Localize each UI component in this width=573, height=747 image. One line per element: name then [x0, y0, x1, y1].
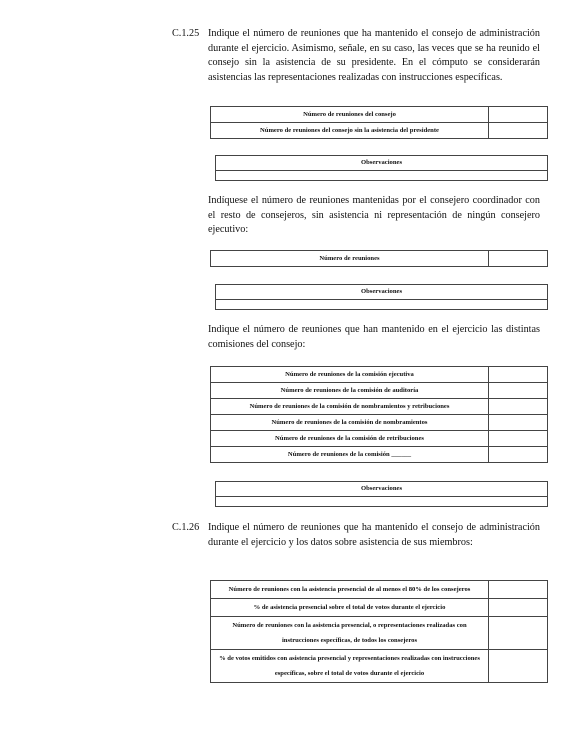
- attendance-table: [210, 580, 548, 683]
- section-number: C.1.26: [172, 522, 200, 533]
- value-cell[interactable]: [489, 650, 548, 683]
- row-label: Número de reuniones del consejo sin la asistencia del presidente: [211, 123, 489, 139]
- value-cell[interactable]: [489, 431, 548, 447]
- row-label: Número de reuniones de la comisión de nombramientos y retribuciones: [211, 399, 489, 415]
- section-c125: [172, 27, 540, 85]
- coordinator-text: Indíquese el número de reuniones mantenidas por el consejero coordinador con el resto de consejeros, sin asistencia ni representación de ningún consejero ejecutivo:: [208, 195, 540, 236]
- table-row: [211, 581, 548, 599]
- table-row: [211, 617, 548, 650]
- commissions-table: [210, 366, 548, 463]
- observations-field[interactable]: [216, 300, 547, 309]
- row-label: Número de reuniones con la asistencia presencial, o representaciones realizadas con instrucciones específicas, de todos los consejeros: [211, 617, 489, 650]
- observations-label: Observaciones: [216, 482, 547, 497]
- coordinator-table: [210, 250, 548, 267]
- observations-box: [215, 284, 548, 310]
- section-text: Indique el número de reuniones que ha mantenido el consejo de administración durante el ejercicio. Asimismo, señale, en su caso, las veces que se ha reunido el consejo sin la asistencia de su presidente. En el cómputo se considerarán asistencias las representaciones realizadas con instrucciones específicas.: [208, 28, 540, 83]
- section-c126: [172, 521, 540, 550]
- table-row: [211, 650, 548, 683]
- table-row: [211, 415, 548, 431]
- section-number: C.1.25: [172, 28, 200, 39]
- row-label: Número de reuniones de la comisión ______: [211, 447, 489, 463]
- row-label: Número de reuniones del consejo: [211, 107, 489, 123]
- table-row: [211, 599, 548, 617]
- observations-field[interactable]: [216, 497, 547, 506]
- value-cell[interactable]: [489, 599, 548, 617]
- value-cell[interactable]: [489, 123, 548, 139]
- row-label: Número de reuniones con la asistencia presencial de al menos el 80% de los consejeros: [211, 581, 489, 599]
- value-cell[interactable]: [489, 107, 548, 123]
- value-cell[interactable]: [489, 617, 548, 650]
- value-cell[interactable]: [489, 447, 548, 463]
- row-label: Número de reuniones de la comisión de auditoría: [211, 383, 489, 399]
- table-row: [211, 431, 548, 447]
- value-cell[interactable]: [489, 415, 548, 431]
- row-label: Número de reuniones de la comisión ejecutiva: [211, 367, 489, 383]
- table-row: [211, 367, 548, 383]
- row-label: Número de reuniones de la comisión de retribuciones: [211, 431, 489, 447]
- observations-box: [215, 481, 548, 507]
- row-label: Número de reuniones: [211, 251, 489, 267]
- value-cell[interactable]: [489, 367, 548, 383]
- row-label: % de votos emitidos con asistencia presencial y representaciones realizadas con instrucciones específicas, sobre el total de votos durante el ejercicio: [211, 650, 489, 683]
- row-label: % de asistencia presencial sobre el total de votos durante el ejercicio: [211, 599, 489, 617]
- table-row: [211, 251, 548, 267]
- observations-box: [215, 155, 548, 181]
- table-row: [211, 107, 548, 123]
- row-label: Número de reuniones de la comisión de nombramientos: [211, 415, 489, 431]
- value-cell[interactable]: [489, 399, 548, 415]
- table-row: [211, 123, 548, 139]
- observations-label: Observaciones: [216, 156, 547, 171]
- meetings-table: [210, 106, 548, 139]
- table-row: [211, 447, 548, 463]
- value-cell[interactable]: [489, 383, 548, 399]
- observations-label: Observaciones: [216, 285, 547, 300]
- value-cell[interactable]: [489, 581, 548, 599]
- section-text: Indique el número de reuniones que ha mantenido el consejo de administración durante el ejercicio y los datos sobre asistencia de sus miembros:: [208, 522, 540, 548]
- table-row: [211, 383, 548, 399]
- value-cell[interactable]: [489, 251, 548, 267]
- table-row: [211, 399, 548, 415]
- observations-field[interactable]: [216, 171, 547, 180]
- commissions-text: Indique el número de reuniones que han mantenido en el ejercicio las distintas comisiones del consejo:: [208, 324, 540, 350]
